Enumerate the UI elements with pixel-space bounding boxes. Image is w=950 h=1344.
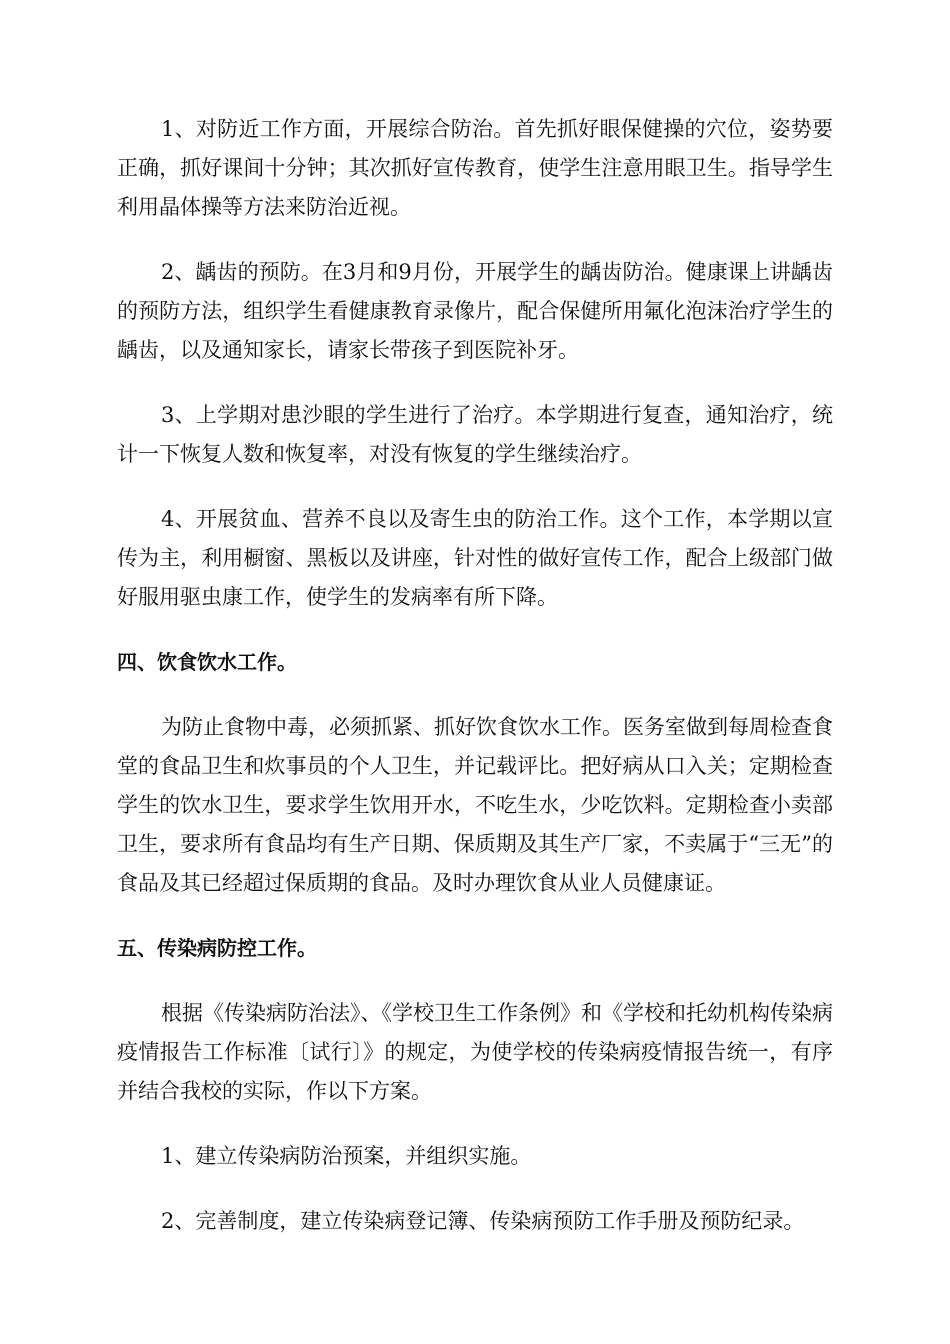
paragraph-food-water: 为防止食物中毒，必须抓紧、抓好饮食饮水工作。医务室做到每周检查食堂的食品卫生和炊事员的个人卫生，并记载评比。把好病从口入关；定期检查学生的饮水卫生，要求学生饮用开水，不吃生水，少吃饮料。定期检查小卖部卫生，要求所有食品均有生产日期、保质期及其生产厂家，不卖属于“三无”的食品及其已经超过保质期的食品。及时办理饮食从业人员健康证。 — [117, 715, 833, 895]
section-heading-infectious-disease: 五、传染病防控工作。 — [117, 936, 317, 960]
list-item-registration-system: 2、完善制度，建立传染病登记簿、传染病预防工作手册及预防纪录。 — [161, 1209, 805, 1233]
section-heading-food-water: 四、饮食饮水工作。 — [117, 650, 297, 674]
document-body — [117, 110, 833, 1267]
list-item-prevention-plan: 1、建立传染病防治预案，并组织实施。 — [161, 1144, 532, 1168]
paragraph-infectious-disease-intro: 根据《传染病防治法》、《学校卫生工作条例》和《学校和托幼机构传染病疫情报告工作标准〔试行〕》的规定，为使学校的传染病疫情报告统一，有序并结合我校的实际，作以下方案。 — [117, 1001, 833, 1103]
paragraph-anemia-parasites: 4、开展贫血、营养不良以及寄生虫的防治工作。这个工作，本学期以宣传为主，利用橱窗、黑板以及讲座，针对性的做好宣传工作，配合上级部门做好服用驱虫康工作，使学生的发病率有所下降。 — [117, 507, 833, 609]
paragraph-trachoma: 3、上学期对患沙眼的学生进行了治疗。本学期进行复查，通知治疗，统计一下恢复人数和恢复率，对没有恢复的学生继续治疗。 — [117, 403, 833, 466]
paragraph-myopia-prevention: 1、对防近工作方面，开展综合防治。首先抓好眼保健操的穴位，姿势要正确，抓好课间十分钟；其次抓好宣传教育，使学生注意用眼卫生。指导学生利用晶体操等方法来防治近视。 — [117, 117, 833, 219]
paragraph-dental-caries: 2、龋齿的预防。在3月和9月份，开展学生的龋齿防治。健康课上讲龋齿的预防方法，组织学生看健康教育录像片，配合保健所用氟化泡沫治疗学生的龋齿，以及通知家长，请家长带孩子到医院补牙。 — [117, 260, 833, 362]
